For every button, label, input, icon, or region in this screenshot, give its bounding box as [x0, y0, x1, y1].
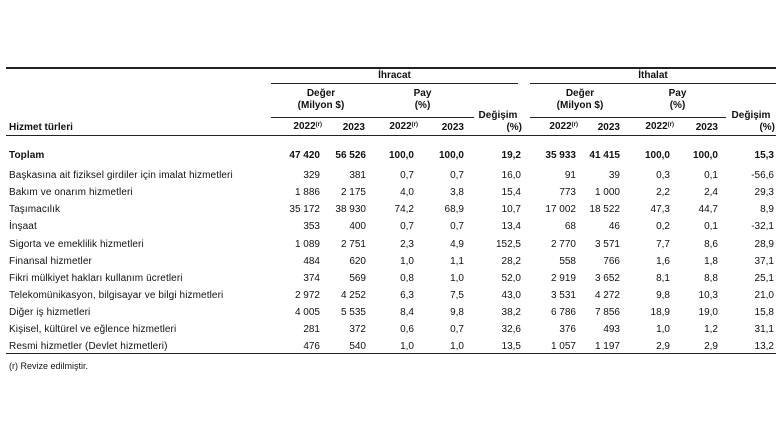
- exports-group-rule: [271, 83, 518, 84]
- table-cell-ex-v22: 1 089: [294, 238, 320, 250]
- imports-share-2023-header: 2023: [695, 122, 718, 133]
- table-cell-im-ch: 13,2: [754, 341, 774, 353]
- table-cell-im-v23: 1 197: [594, 341, 620, 353]
- table-cell-ex-ch: 16,0: [501, 170, 521, 182]
- exports-title: İhracat: [378, 70, 411, 81]
- table-cell-im-v22: 376: [559, 324, 576, 335]
- table-cell-im-p23: 19,0: [698, 306, 718, 318]
- table-cell-ex-p23: 0,7: [450, 221, 464, 233]
- year-label: 2022: [645, 121, 668, 132]
- imports-change-label-line2: (%): [759, 122, 775, 133]
- exports-change-label-line1: Değişim: [478, 110, 518, 121]
- table-cell-ex-v23: 38 930: [335, 204, 366, 216]
- table-cell-im-p22: 7,7: [656, 238, 670, 250]
- row-label: Finansal hizmetler: [9, 255, 92, 267]
- imports-share-label-line1: Pay: [668, 88, 687, 99]
- row-label: İnşaat: [9, 221, 37, 233]
- table-cell-ex-p22: 0,6: [400, 324, 414, 335]
- table-cell-im-p23: 1,2: [704, 324, 718, 335]
- table-cell-im-v22: 6 786: [550, 306, 576, 318]
- table-cell-ex-p22: 2,3: [400, 238, 414, 250]
- table-cell-ex-v23: 400: [349, 221, 366, 233]
- row-label: Resmi hizmetler (Devlet hizmetleri): [9, 341, 168, 353]
- table-cell-ex-ch: 10,7: [501, 204, 521, 216]
- table-cell-ex-p22: 0,7: [400, 170, 414, 182]
- table-cell-ex-ch: 152,5: [495, 238, 521, 250]
- revised-mark: (r): [411, 122, 418, 128]
- revised-mark: (r): [315, 122, 322, 128]
- table-cell-im-p23: 8,6: [704, 238, 718, 250]
- table-cell-im-ch: 21,0: [754, 289, 774, 301]
- imports-value-label-line1: Değer: [565, 88, 595, 99]
- table-cell-ex-v23: 2 751: [340, 238, 366, 250]
- table-cell-ex-ch: 43,0: [501, 289, 521, 301]
- exports-share-label-line2: (%): [414, 100, 431, 111]
- table-cell-ex-v23: 56 526: [335, 150, 366, 161]
- table-cell-ex-v23: 5 535: [340, 306, 366, 318]
- table-cell-ex-p23: 7,5: [450, 289, 464, 301]
- table-cell-im-v22: 558: [559, 255, 576, 267]
- row-label: Bakım ve onarım hizmetleri: [9, 187, 133, 199]
- table-cell-ex-v22: 47 420: [289, 150, 320, 161]
- imports-share-2022-header: [624, 121, 674, 133]
- table-cell-ex-ch: 13,4: [501, 221, 521, 233]
- imports-share-label: [630, 88, 725, 112]
- table-cell-im-v22: 3 531: [550, 289, 576, 301]
- table-cell-ex-v22: 484: [303, 255, 320, 267]
- table-cell-im-ch: 31,1: [754, 324, 774, 335]
- table-cell-im-p23: 44,7: [698, 204, 718, 216]
- table-cell-im-p22: 8,1: [656, 272, 670, 284]
- imports-value-2022-header: [528, 121, 578, 133]
- exports-share-label-line1: Pay: [413, 88, 432, 99]
- table-cell-im-ch: 25,1: [754, 272, 774, 284]
- table-cell-ex-p23: 68,9: [444, 204, 464, 216]
- table-cell-ex-ch: 28,2: [501, 255, 521, 267]
- table-cell-ex-v22: 281: [303, 324, 320, 335]
- table-cell-im-p22: 9,8: [656, 289, 670, 301]
- exports-change-label: [474, 110, 522, 134]
- table-cell-ex-p23: 9,8: [450, 306, 464, 318]
- revised-mark: (r): [667, 122, 674, 128]
- table-top-rule: [6, 67, 776, 69]
- table-cell-im-ch: 28,9: [754, 238, 774, 250]
- table-cell-im-ch: 37,1: [754, 255, 774, 267]
- table-cell-ex-p22: 6,3: [400, 289, 414, 301]
- exports-value-2023-header: 2023: [342, 122, 365, 133]
- table-cell-ex-p23: 100,0: [438, 150, 464, 161]
- table-cell-ex-ch: 38,2: [501, 306, 521, 318]
- table-cell-ex-v23: 4 252: [340, 289, 366, 301]
- table-cell-im-v23: 493: [603, 324, 620, 335]
- table-cell-im-p22: 47,3: [650, 204, 670, 216]
- table-cell-im-v22: 2 770: [550, 238, 576, 250]
- table-cell-ex-v22: 1 886: [294, 187, 320, 199]
- exports-share-2022-header: [370, 121, 418, 133]
- table-cell-ex-v22: 2 972: [294, 289, 320, 301]
- row-label: Diğer iş hizmetleri: [9, 306, 91, 318]
- table-cell-ex-p22: 8,4: [400, 306, 414, 318]
- table-cell-im-ch: 8,9: [760, 204, 774, 216]
- table-bottom-rule: [6, 353, 776, 354]
- table-cell-ex-v23: 2 175: [340, 187, 366, 199]
- table-cell-im-v23: 4 272: [594, 289, 620, 301]
- table-cell-im-v22: 91: [564, 170, 576, 182]
- table-cell-ex-v22: 374: [303, 272, 320, 284]
- exports-share-label: [375, 88, 470, 112]
- year-label: 2022: [389, 121, 412, 132]
- table-cell-im-v23: 766: [603, 255, 620, 267]
- table-cell-im-p22: 0,2: [656, 221, 670, 233]
- exports-subheader-rule: [271, 117, 474, 118]
- table-cell-im-p23: 1,8: [704, 255, 718, 267]
- header-bottom-rule: [6, 135, 776, 136]
- table-cell-ex-p23: 1,0: [450, 272, 464, 284]
- table-cell-im-v23: 41 415: [589, 150, 620, 161]
- table-cell-ex-p22: 1,0: [400, 341, 414, 353]
- service-types-header: Hizmet türleri: [9, 122, 73, 133]
- exports-value-label-line2: (Milyon $): [297, 100, 345, 111]
- year-label: 2022: [549, 121, 572, 132]
- table-cell-im-p23: 2,9: [704, 341, 718, 353]
- table-cell-ex-v22: 353: [303, 221, 320, 233]
- table-cell-im-ch: -56,6: [751, 170, 774, 182]
- table-cell-im-ch: 15,8: [754, 306, 774, 318]
- table-cell-im-v23: 3 652: [594, 272, 620, 284]
- table-cell-ex-v22: 35 172: [289, 204, 320, 216]
- table-cell-ex-v23: 569: [349, 272, 366, 284]
- table-cell-im-p23: 10,3: [698, 289, 718, 301]
- row-label: Fikri mülkiyet hakları kullanım ücretleri: [9, 272, 183, 284]
- table-cell-ex-ch: 19,2: [501, 150, 521, 161]
- footnote: (r) Revize edilmiştir.: [9, 361, 89, 371]
- table-cell-ex-ch: 15,4: [501, 187, 521, 199]
- table-cell-ex-p22: 1,0: [400, 255, 414, 267]
- table-cell-im-p23: 100,0: [692, 150, 718, 161]
- table-cell-im-p23: 0,1: [704, 170, 718, 182]
- table-cell-ex-p22: 0,8: [400, 272, 414, 284]
- exports-value-label: [271, 88, 371, 112]
- table-cell-im-p23: 2,4: [704, 187, 718, 199]
- revised-mark: (r): [571, 122, 578, 128]
- table-cell-im-p22: 100,0: [644, 150, 670, 161]
- table-cell-im-v23: 46: [608, 221, 620, 233]
- table-cell-im-v22: 2 919: [550, 272, 576, 284]
- table-cell-im-ch: 29,3: [754, 187, 774, 199]
- table-cell-ex-p23: 0,7: [450, 170, 464, 182]
- table-cell-im-v22: 1 057: [550, 341, 576, 353]
- table-cell-ex-v22: 4 005: [294, 306, 320, 318]
- table-cell-ex-ch: 32,6: [501, 324, 521, 335]
- imports-subheader-rule: [530, 117, 726, 118]
- row-label: Kişisel, kültürel ve eğlence hizmetleri: [9, 324, 177, 335]
- table-cell-im-v22: 35 933: [545, 150, 576, 161]
- table-cell-im-p22: 1,6: [656, 255, 670, 267]
- table-cell-im-p22: 0,3: [656, 170, 670, 182]
- table-cell-im-v22: 68: [564, 221, 576, 233]
- row-label: Toplam: [9, 150, 45, 161]
- table-cell-im-v22: 773: [559, 187, 576, 199]
- row-label: Sigorta ve emeklilik hizmetleri: [9, 238, 144, 250]
- year-label: 2022: [293, 121, 316, 132]
- table-cell-im-v22: 17 002: [545, 204, 576, 216]
- table-cell-ex-ch: 13,5: [501, 341, 521, 353]
- table-cell-im-v23: 1 000: [594, 187, 620, 199]
- table-cell-im-ch: -32,1: [751, 221, 774, 233]
- imports-change-label: [727, 110, 775, 134]
- table-cell-ex-v23: 381: [349, 170, 366, 182]
- table-cell-im-p22: 2,2: [656, 187, 670, 199]
- imports-group-rule: [530, 83, 776, 84]
- table-cell-ex-v23: 372: [349, 324, 366, 335]
- table-cell-ex-p22: 100,0: [388, 150, 414, 161]
- imports-change-label-line1: Değişim: [731, 110, 771, 121]
- row-label: Telekomünikasyon, bilgisayar ve bilgi hizmetleri: [9, 289, 224, 301]
- table-cell-im-p22: 18,9: [650, 306, 670, 318]
- exports-share-2023-header: 2023: [441, 122, 464, 133]
- table-cell-ex-v22: 476: [303, 341, 320, 353]
- table-cell-ex-v23: 620: [349, 255, 366, 267]
- table-cell-im-p22: 2,9: [656, 341, 670, 353]
- row-label: Başkasına ait fiziksel girdiler için imalat hizmetleri: [9, 170, 233, 182]
- row-label: Taşımacılık: [9, 204, 61, 216]
- table-cell-im-v23: 3 571: [594, 238, 620, 250]
- table-cell-im-p22: 1,0: [656, 324, 670, 335]
- table-cell-im-v23: 18 522: [589, 204, 620, 216]
- imports-share-label-line2: (%): [669, 100, 686, 111]
- table-cell-im-p23: 0,1: [704, 221, 718, 233]
- table-cell-ex-p22: 0,7: [400, 221, 414, 233]
- table-cell-ex-ch: 52,0: [501, 272, 521, 284]
- table-cell-ex-p23: 1,1: [450, 255, 464, 267]
- table-cell-ex-p23: 1,0: [450, 341, 464, 353]
- exports-value-2022-header: [272, 121, 322, 133]
- table-cell-ex-v22: 329: [303, 170, 320, 182]
- imports-value-label-line2: (Milyon $): [556, 100, 604, 111]
- exports-change-label-line2: (%): [506, 122, 522, 133]
- table-cell-ex-p22: 4,0: [400, 187, 414, 199]
- imports-value-2023-header: 2023: [597, 122, 620, 133]
- imports-title: İthalat: [638, 70, 668, 81]
- table-cell-ex-p23: 0,7: [450, 324, 464, 335]
- table-cell-ex-p22: 74,2: [394, 204, 414, 216]
- table-cell-im-v23: 7 856: [594, 306, 620, 318]
- table-cell-im-v23: 39: [608, 170, 620, 182]
- table-cell-im-p23: 8,8: [704, 272, 718, 284]
- table-cell-ex-p23: 3,8: [450, 187, 464, 199]
- exports-value-label-line1: Değer: [306, 88, 336, 99]
- table-cell-im-ch: 15,3: [754, 150, 774, 161]
- imports-value-label: [530, 88, 630, 112]
- table-cell-ex-p23: 4,9: [450, 238, 464, 250]
- table-cell-ex-v23: 540: [349, 341, 366, 353]
